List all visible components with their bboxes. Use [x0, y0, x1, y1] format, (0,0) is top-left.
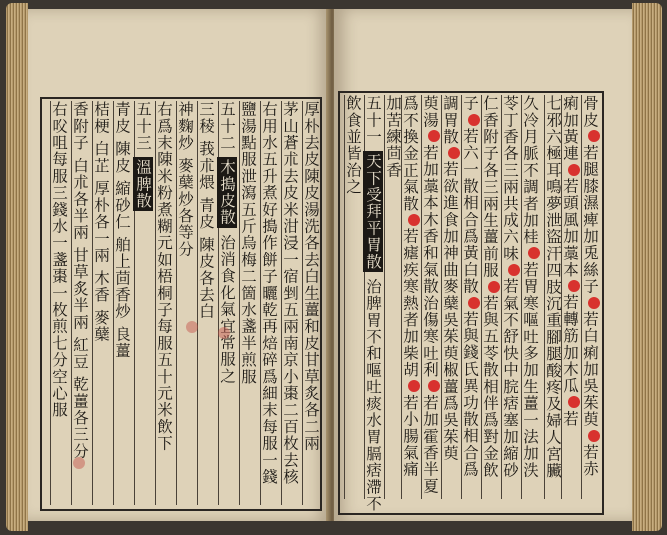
- red-punctuation-dot: [528, 247, 540, 259]
- recipe-indication: 治脾胃不和嘔吐痰水胃膈痞滯不: [364, 278, 382, 513]
- seal-mark: [218, 327, 230, 339]
- right-text-frame: [338, 91, 604, 515]
- text-column: 香附子 白朮各半兩 甘草炙半兩 紅豆 乾薑各三分: [71, 101, 88, 505]
- text-column: 子若六一散相合爲黃白散若與錢氏異功散相合爲: [461, 95, 481, 499]
- open-book: [6, 3, 662, 531]
- text-column: 苓丁香各三兩共成六味若氣不舒快中脘痞塞加縮砂: [501, 95, 521, 499]
- text-column: 右用水五升煮好搗作餅子曬乾再焙碎爲細末每服一錢: [260, 101, 277, 505]
- text-column: 三稜 莪朮煨 青皮 陳皮各去白: [197, 101, 214, 505]
- text-column: 調胃散若欲進食加神曲麥蘖吳茱萸椒薑爲吳茱萸: [441, 95, 461, 499]
- text-column: 茅山蒼朮去皮米泔浸一宿剉五兩南京小棗二百枚去核: [281, 101, 298, 505]
- red-punctuation-dot: [488, 281, 500, 293]
- red-punctuation-dot: [468, 297, 480, 309]
- red-punctuation-dot: [448, 147, 460, 159]
- text-column: 久冷月脈不調者加桂若胃寒嘔吐多加生薑一法加泆: [521, 95, 541, 499]
- recipe-heading-column: [218, 101, 235, 505]
- red-punctuation-dot: [568, 396, 580, 408]
- red-punctuation-dot: [568, 164, 580, 176]
- red-punctuation-dot: [468, 114, 480, 126]
- recipe-number: 五十二: [218, 101, 236, 152]
- recipe-title: 木搗皮散: [218, 159, 236, 227]
- left-text-frame: [40, 97, 322, 511]
- recipe-indication: 治消食化氣宜常服之: [218, 234, 236, 385]
- text-column: 痢加黃連若頭風加藁本若轉筋加木瓜若: [561, 95, 581, 499]
- text-column: 青皮 陳皮 縮砂仁 舶上茴香炒 良薑: [113, 101, 130, 505]
- text-column: 仁香附子各三兩生薑前服若與五苓散相伴爲對金飲: [481, 95, 501, 499]
- red-punctuation-dot: [428, 130, 440, 142]
- text-column: 神麴炒 麥蘖炒各等分: [176, 101, 193, 505]
- left-page: [28, 9, 330, 521]
- text-column: 鹽湯點服泄瀉五斤烏梅二箇水盞半煎服: [239, 101, 256, 505]
- recipe-heading-column: [364, 95, 382, 513]
- text-column: 右㕮咀每服三錢水一盞棗一枚煎七分空心服: [50, 101, 67, 505]
- text-column: 飲食並皆治之: [344, 95, 361, 499]
- left-page-edges: [6, 3, 28, 531]
- seal-mark: [186, 321, 198, 333]
- text-column: 骨皮若腿膝濕痺加兎絲子若白痢加吳茱萸若赤: [581, 95, 601, 499]
- red-punctuation-dot: [588, 297, 600, 309]
- text-column: 厚朴去皮陳皮湯洗各去白生薑和皮甘草炙各二兩: [302, 101, 319, 505]
- text-column: 桔梗 白芷 厚朴各一兩 木香 麥蘖: [92, 101, 109, 505]
- recipe-number: 五十三: [134, 101, 152, 152]
- red-punctuation-dot: [588, 130, 600, 142]
- seal-mark: [73, 457, 85, 469]
- text-column: 右爲末陳米粉煮糊元如梧桐子每服五十元米飲下: [155, 101, 172, 505]
- red-punctuation-dot: [588, 430, 600, 442]
- red-punctuation-dot: [428, 380, 440, 392]
- red-punctuation-dot: [408, 380, 420, 392]
- recipe-title: 溫脾散: [134, 159, 152, 210]
- red-punctuation-dot: [508, 264, 520, 276]
- red-punctuation-dot: [408, 214, 420, 226]
- text-column: 加苦練茴香: [384, 95, 401, 499]
- text-column: 七邪六極耳鳴夢泄盜汗四肢沉重腳腿酸疼及婦人宮臟: [544, 95, 561, 499]
- right-page-edges: [632, 3, 662, 531]
- recipe-heading-column: [134, 101, 151, 505]
- text-column: 爲不換金正氣散若瘧疾寒熱者加柴胡若小腸氣痛: [401, 95, 421, 499]
- recipe-title: 天下受拜平胃散: [364, 153, 382, 271]
- recipe-number: 五十一: [364, 95, 382, 146]
- right-page: [334, 9, 632, 521]
- text-column: 萸湯若加藁本木香和氣散治傷寒吐利若加霍香半夏: [421, 95, 441, 499]
- red-punctuation-dot: [568, 280, 580, 292]
